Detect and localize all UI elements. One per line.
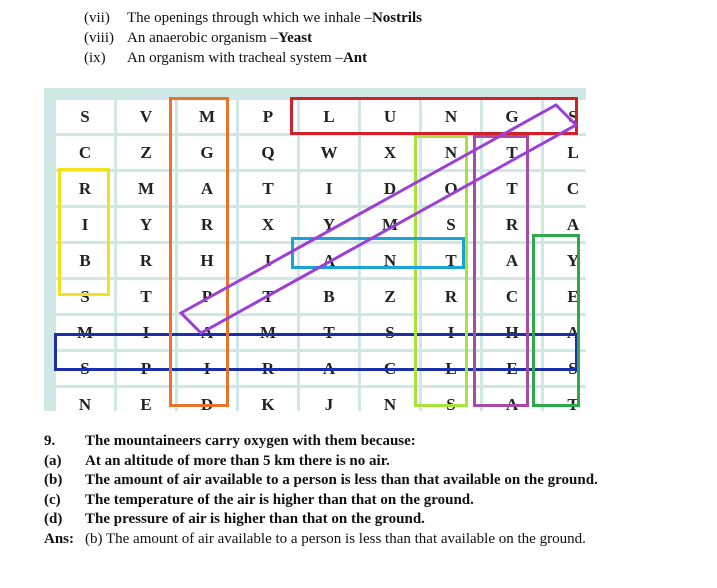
grid-cell: A [483,244,541,277]
grid-cell: H [483,316,541,349]
item-answer: Ant [342,50,368,66]
grid-cell: P [239,100,297,133]
grid-cell: A [544,208,602,241]
grid-cell: Y [300,208,358,241]
grid-cell: L [422,352,480,385]
grid-cell: V [117,100,175,133]
answer-item-viii [84,28,422,48]
grid-cell: I [178,352,236,385]
grid-cell: C [544,172,602,205]
option-text: The amount of air available to a person is less than that available on the ground. [85,472,598,488]
grid-cell: N [422,100,480,133]
grid-cell: M [56,316,114,349]
grid-cell: B [300,280,358,313]
grid-cell: A [178,316,236,349]
option-c [44,491,598,511]
grid-cell: E [544,280,602,313]
grid-cell: I [239,244,297,277]
grid-cell: J [300,388,358,421]
question-stem: The mountaineers carry oxygen with them because: [85,433,416,449]
grid-cell: X [361,136,419,169]
grid-cell: E [483,352,541,385]
grid-cell: B [56,244,114,277]
grid-cell: G [483,100,541,133]
grid-cell: S [544,100,602,133]
grid-cell: A [300,244,358,277]
grid-cell: S [361,316,419,349]
item-text: An anaerobic organism – [127,30,278,46]
grid-cell: A [300,352,358,385]
grid-cell: A [483,388,541,421]
grid-cell: T [117,280,175,313]
grid-cell: T [483,172,541,205]
option-text: At an altitude of more than 5 km there is no air. [85,452,390,469]
answer-item-ix [84,48,422,68]
grid-cell: N [361,244,419,277]
grid-cell: S [56,100,114,133]
item-answer: Yeast [277,30,313,46]
grid-cell: I [422,316,480,349]
grid-cell: O [422,172,480,205]
item-number: (vii) [84,10,110,26]
grid-cell: L [300,100,358,133]
option-label: (b) [44,472,63,488]
grid-cell: K [239,388,297,421]
grid-cell: I [117,316,175,349]
grid-cell: W [300,136,358,169]
grid-cell: C [483,280,541,313]
grid-cell: R [239,352,297,385]
grid-cell: S [56,280,114,313]
grid-cell: A [544,316,602,349]
grid-cell: Y [117,208,175,241]
option-label: (c) [44,491,61,508]
grid-cell: L [544,136,602,169]
grid-cell: R [117,244,175,277]
question-stem-row [44,432,598,452]
grid-cell: R [178,208,236,241]
grid-cell: T [483,136,541,169]
grid-cell: R [56,172,114,205]
grid-cell: E [117,388,175,421]
grid-cell: T [239,280,297,313]
grid-cell: C [56,136,114,169]
grid-cell: M [178,100,236,133]
grid-cell: Z [117,136,175,169]
grid-cell: T [300,316,358,349]
top-answer-list [84,8,422,68]
grid-cell: T [422,244,480,277]
grid-cell: N [422,136,480,169]
grid-cell: S [56,352,114,385]
answer-row [44,530,598,550]
grid-cell: I [300,172,358,205]
answer-label: Ans: [44,530,75,547]
answer-text: (b) The amount of air available to a person is less than that available on the ground. [85,530,586,547]
grid-cell: C [361,352,419,385]
grid-cell: R [422,280,480,313]
option-label: (a) [44,452,62,469]
grid-cell: S [422,388,480,421]
item-text: The openings through which we inhale – [127,10,372,26]
item-number: (ix) [84,50,106,66]
grid-cell: T [239,172,297,205]
option-text: The pressure of air is higher than that on the ground. [85,511,425,527]
grid-cell: S [544,352,602,385]
item-number: (viii) [84,30,114,46]
question-9 [44,432,598,549]
item-text: An organism with tracheal system – [127,50,343,66]
grid-cell: P [178,280,236,313]
option-b [44,471,598,491]
grid-cell: D [178,388,236,421]
item-answer: Nostrils [371,10,422,26]
option-text: The temperature of the air is higher than that on the ground. [85,491,474,508]
word-search-puzzle [44,88,586,414]
letter-grid [56,100,602,421]
grid-cell: Z [361,280,419,313]
grid-cell: X [239,208,297,241]
option-d [44,510,598,530]
grid-cell: P [117,352,175,385]
grid-cell: I [56,208,114,241]
answer-item-vii [84,8,422,28]
grid-cell: M [117,172,175,205]
option-a [44,452,598,472]
question-number: 9. [44,433,56,449]
grid-cell: R [483,208,541,241]
grid-cell: N [56,388,114,421]
grid-cell: H [178,244,236,277]
grid-cell: N [361,388,419,421]
grid-cell: S [422,208,480,241]
grid-cell: M [239,316,297,349]
option-label: (d) [44,511,63,527]
grid-cell: Y [544,244,602,277]
grid-cell: U [361,100,419,133]
grid-cell: G [178,136,236,169]
grid-cell: A [178,172,236,205]
grid-cell: T [544,388,602,421]
grid-cell: D [361,172,419,205]
grid-cell: Q [239,136,297,169]
grid-cell: M [361,208,419,241]
